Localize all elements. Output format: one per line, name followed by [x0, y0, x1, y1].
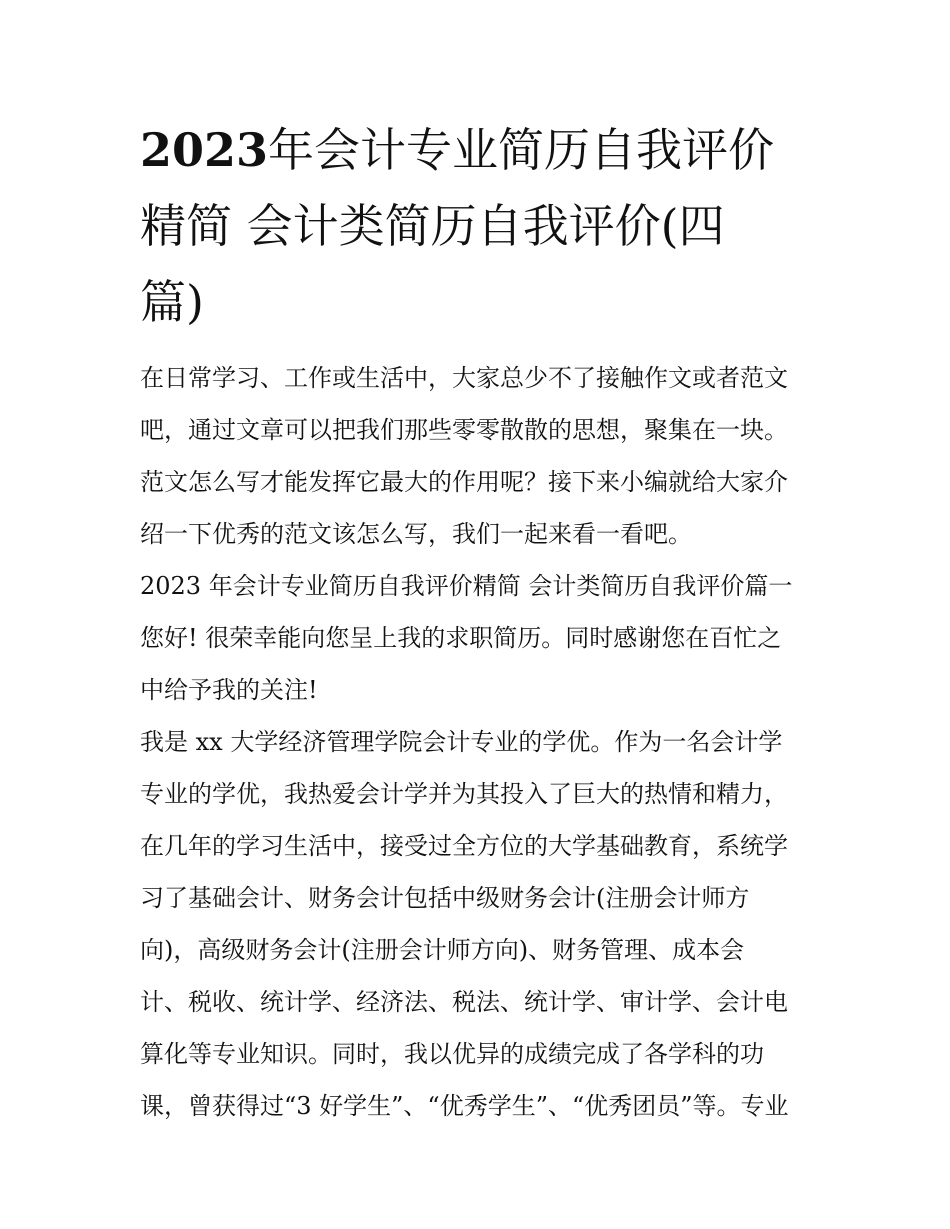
body-line: 中给予我的关注! — [140, 676, 318, 704]
body-line: 向)，高级财务会计(注册会计师方向)、财务管理、成本会 — [140, 936, 745, 964]
title-text: 年会计专业简历自我评价 — [268, 123, 775, 177]
document-body — [140, 352, 830, 1132]
body-line: 在几年的学习生活中，接受过全方位的大学基础教育，系统学 — [140, 832, 788, 860]
body-line: 绍一下优秀的范文该怎么写，我们一起来看一看吧。 — [140, 520, 692, 548]
body-line: 算化等专业知识。同时，我以优异的成绩完成了各学科的功 — [140, 1040, 764, 1068]
body-line: 我是 xx 大学经济管理学院会计专业的学优。作为一名会计学 — [140, 728, 783, 756]
title-text: 精简 会计类简历自我评价(四 — [140, 199, 725, 253]
body-line: 范文怎么写才能发挥它最大的作用呢？接下来小编就给大家介 — [140, 468, 788, 496]
body-line: 在日常学习、工作或生活中，大家总少不了接触作文或者范文 — [140, 364, 788, 392]
title-text: 篇) — [140, 275, 204, 329]
title-line — [140, 112, 820, 188]
body-line: 您好! 很荣幸能向您呈上我的求职简历。同时感谢您在百忙之 — [140, 624, 782, 652]
document-title — [140, 112, 820, 340]
title-line — [140, 188, 820, 264]
body-line: 计、税收、统计学、经济法、税法、统计学、审计学、会计电 — [140, 988, 788, 1016]
body-line: 专业的学优，我热爱会计学并为其投入了巨大的热情和精力， — [140, 780, 788, 808]
body-line: 吧，通过文章可以把我们那些零零散散的思想，聚集在一块。 — [140, 416, 788, 444]
body-line: 习了基础会计、财务会计包括中级财务会计(注册会计师方 — [140, 884, 750, 912]
title-year: 2023 — [140, 123, 269, 177]
title-line — [140, 264, 820, 340]
body-line: 课，曾获得过“3 好学生”、“优秀学生”、“优秀团员”等。专业 — [140, 1092, 789, 1120]
section-heading: 2023 年会计专业简历自我评价精简 会计类简历自我评价篇一 — [140, 572, 793, 600]
